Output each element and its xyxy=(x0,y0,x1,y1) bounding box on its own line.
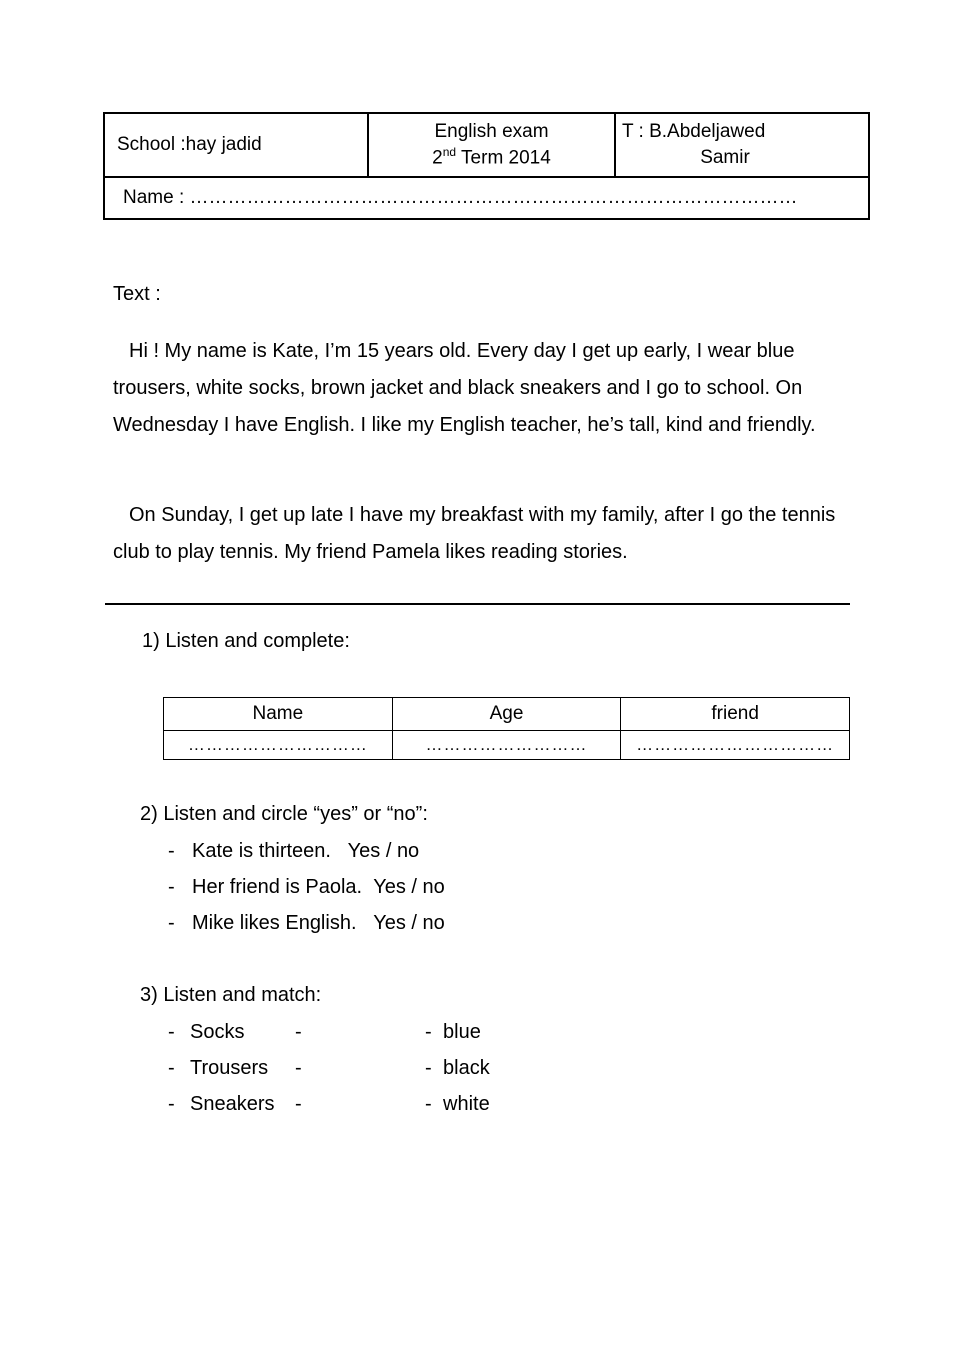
match-row xyxy=(168,1093,490,1116)
list-item xyxy=(168,840,445,863)
exam-header xyxy=(103,112,846,220)
match-right-item[interactable]: white xyxy=(443,1093,490,1115)
name-row xyxy=(104,177,869,219)
list-item xyxy=(168,912,445,935)
match-right-connector[interactable]: - xyxy=(425,1057,432,1079)
exam-title-cell xyxy=(368,113,615,177)
yes-no-choice[interactable]: Yes / no xyxy=(347,840,420,862)
bullet-dash: - xyxy=(168,876,175,898)
column-header-age: Age xyxy=(392,698,621,731)
school-cell: School :hay jadid xyxy=(104,113,368,177)
exam-term-suffix: Term 2014 xyxy=(456,147,551,169)
column-header-friend: friend xyxy=(621,698,850,731)
match-left-connector[interactable]: - xyxy=(295,1093,302,1115)
bullet-dash: - xyxy=(168,912,175,934)
text-section-label: Text : xyxy=(113,283,161,305)
match-right-connector[interactable]: - xyxy=(425,1021,432,1043)
match-left-connector[interactable]: - xyxy=(295,1057,302,1079)
teacher-cell xyxy=(615,113,869,177)
text-paragraph-1 xyxy=(113,333,853,444)
answer-cell-name[interactable]: ………………………… xyxy=(164,731,393,760)
match-row xyxy=(168,1021,490,1044)
question-2-title: 2) Listen and circle “yes” or “no”: xyxy=(140,803,428,825)
paragraph-1-content: Hi ! My name is Kate, I’m 15 years old. Every day I get up early, I wear blue trousers, white socks, brown jacket and black sneakers and I go to school. On Wednesday I have English. I like my English teacher, he’s tall, kind and friendly. xyxy=(113,340,816,436)
question-3-title: 3) Listen and match: xyxy=(140,984,322,1006)
exam-title-line1: English exam xyxy=(434,120,549,142)
match-left-item[interactable]: Sneakers xyxy=(190,1093,275,1115)
section-divider xyxy=(105,603,850,605)
answer-table xyxy=(163,697,850,760)
paragraph-2-content: On Sunday, I get up late I have my breakfast with my family, after I go the tennis club to play tennis. My friend Pamela likes reading stories. xyxy=(113,504,836,563)
yes-no-choice[interactable]: Yes / no xyxy=(373,912,445,934)
header-table xyxy=(103,112,870,220)
column-header-name: Name xyxy=(164,698,393,731)
statement-text: Mike likes English. xyxy=(192,912,357,934)
match-left-connector[interactable]: - xyxy=(295,1021,302,1043)
question-1-title: 1) Listen and complete: xyxy=(142,630,350,652)
answer-cell-friend[interactable]: …………………………… xyxy=(621,731,850,760)
table-row xyxy=(164,731,850,760)
match-left-item[interactable]: Socks xyxy=(190,1021,245,1043)
question-2-items xyxy=(168,840,445,948)
teacher-name-line1: T : B.Abdeljawed xyxy=(622,121,766,143)
bullet-dash: - xyxy=(168,1021,175,1043)
statement-text: Her friend is Paola. xyxy=(192,876,363,898)
question-3-pairs xyxy=(168,1021,490,1129)
match-right-connector[interactable]: - xyxy=(425,1093,432,1115)
student-name-field[interactable]: Name : …………………………………………………………………………………… xyxy=(104,177,869,219)
list-item xyxy=(168,876,445,899)
exam-term-ordinal: nd xyxy=(442,145,457,160)
bullet-dash: - xyxy=(168,1057,175,1079)
teacher-name-line2: Samir xyxy=(700,147,750,168)
match-left-item[interactable]: Trousers xyxy=(190,1057,269,1079)
match-row xyxy=(168,1057,490,1080)
exam-term-prefix: 2 xyxy=(432,147,443,169)
bullet-dash: - xyxy=(168,1093,175,1115)
statement-text: Kate is thirteen. xyxy=(192,840,331,862)
bullet-dash: - xyxy=(168,840,175,862)
yes-no-choice[interactable]: Yes / no xyxy=(373,876,445,898)
header-row xyxy=(104,113,869,177)
text-paragraph-2 xyxy=(113,497,853,571)
table-header-row xyxy=(164,698,850,731)
match-right-item[interactable]: blue xyxy=(443,1021,481,1043)
question-1-table-wrap xyxy=(163,697,850,760)
answer-cell-age[interactable]: ……………………… xyxy=(392,731,621,760)
match-right-item[interactable]: black xyxy=(443,1057,490,1079)
